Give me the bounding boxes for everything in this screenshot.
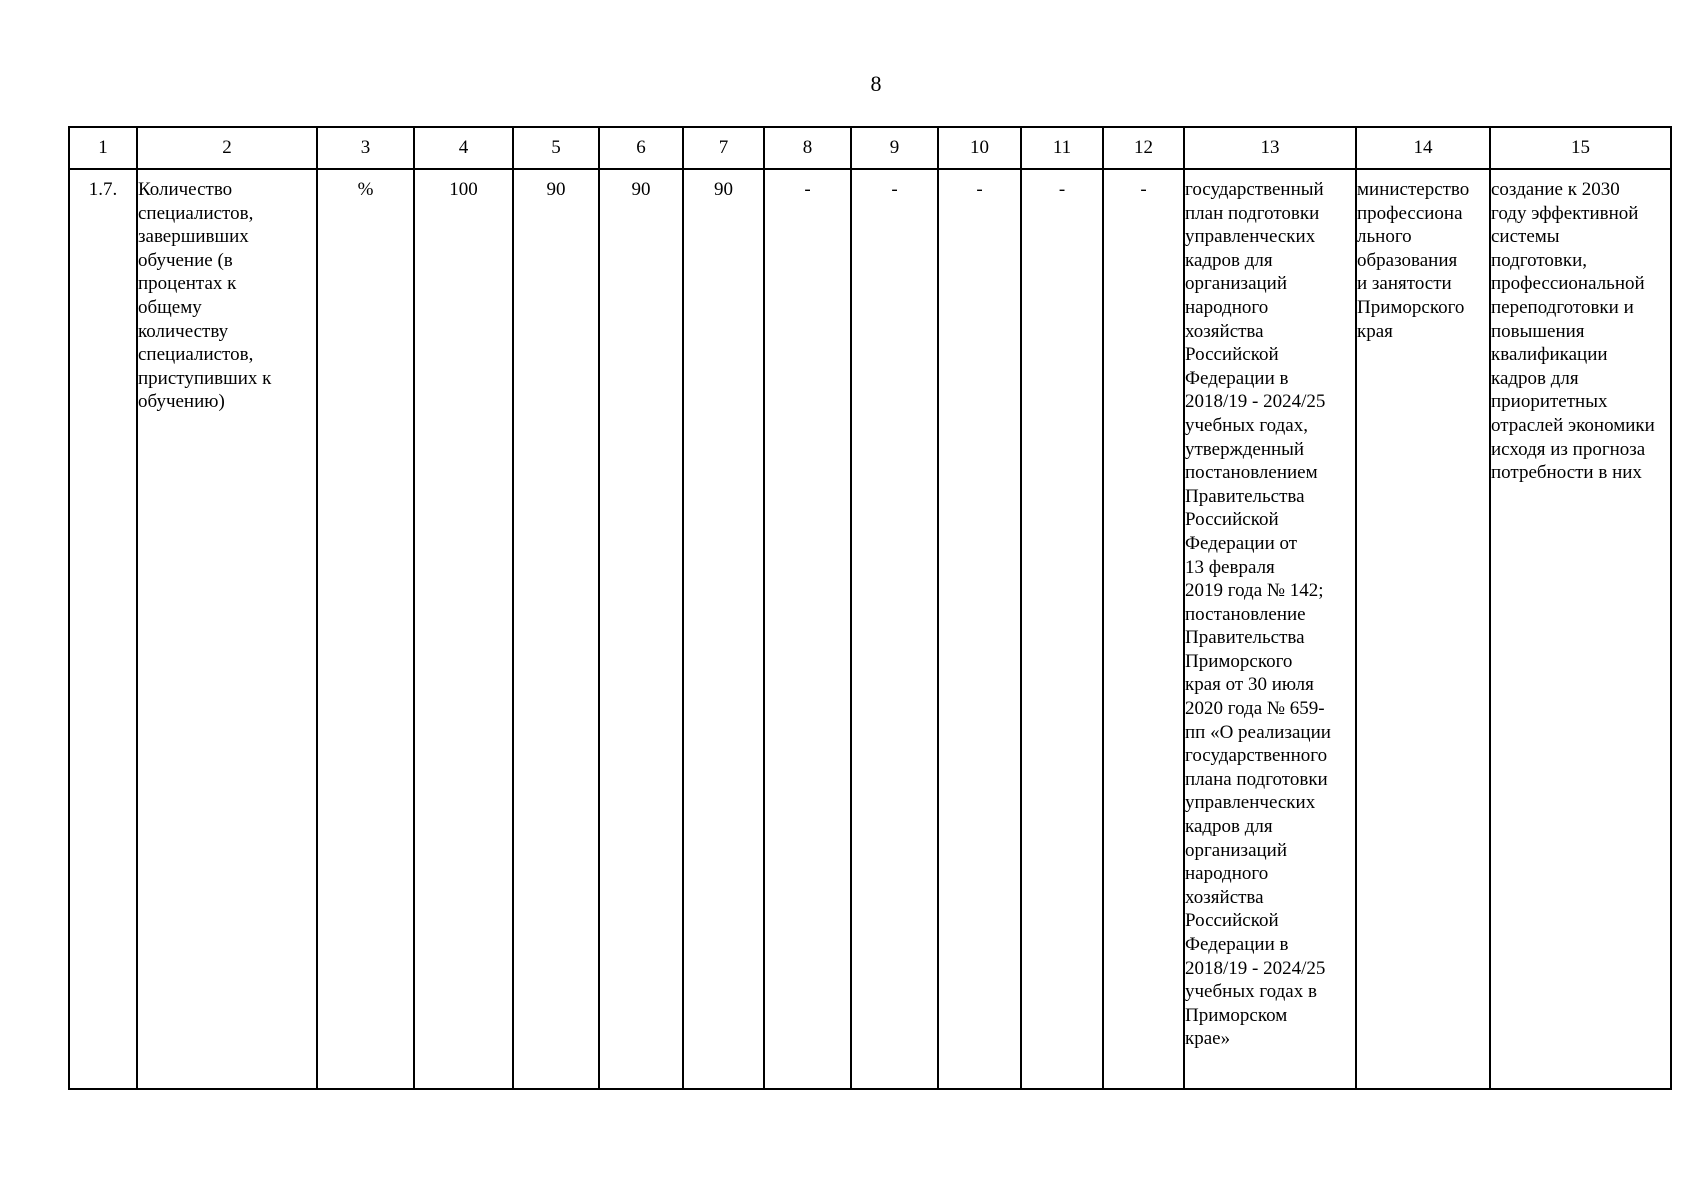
value-cell: 100 (414, 169, 513, 1089)
indicator-name-cell (137, 169, 317, 1089)
value-cell: - (1021, 169, 1103, 1089)
column-header: 9 (851, 127, 938, 169)
column-header: 1 (69, 127, 137, 169)
value-cell: 90 (599, 169, 683, 1089)
goal-text: создание к 2030 году эффективной системы подготовки, профессиональной переподготовки и повышения квалификации кадров для приоритетных отраслей экономики исходя из прогноза потребности в них (1491, 179, 1655, 484)
responsible-text: министерство профессиона льного образования и занятости Приморского края (1357, 179, 1470, 342)
column-header: 8 (764, 127, 851, 169)
page-number: 8 (870, 71, 882, 96)
column-header: 6 (599, 127, 683, 169)
indicator-name: Количество специалистов, завершивших обучение (в процентах к общему количеству специалистов, приступивших к обучению) (138, 179, 272, 413)
value-cell: 90 (513, 169, 599, 1089)
document-text: государственный план подготовки управленческих кадров для организаций народного хозяйства Российской Федерации в 2018/19 - 2024/25 учебных годах, утвержденный постановлением Правительства Российской Федерации от 13 февраля 2019 года № 142; постановление Правительства Приморского края от 30 июля 2020 года № 659- пп «О реализации государственного плана подготовки управленческих кадров для организаций народного хозяйства Российской Федерации в 2018/19 - 2024/25 учебных годах в Приморском крае» (1185, 179, 1331, 1050)
indicators-table (68, 126, 1672, 1090)
column-header: 11 (1021, 127, 1103, 169)
column-header: 14 (1356, 127, 1490, 169)
value-cell: 90 (683, 169, 764, 1089)
column-header: 4 (414, 127, 513, 169)
document-cell (1184, 169, 1356, 1089)
responsible-cell (1356, 169, 1490, 1089)
unit-cell: % (317, 169, 414, 1089)
value-cell: - (851, 169, 938, 1089)
header-row (69, 127, 1671, 169)
column-header: 13 (1184, 127, 1356, 169)
column-header: 12 (1103, 127, 1184, 169)
column-header: 15 (1490, 127, 1671, 169)
value-cell: - (764, 169, 851, 1089)
goal-cell (1490, 169, 1671, 1089)
value-cell: - (938, 169, 1021, 1089)
column-header: 5 (513, 127, 599, 169)
table-row (69, 169, 1671, 1089)
column-header: 3 (317, 127, 414, 169)
row-number: 1.7. (69, 169, 137, 1089)
value-cell: - (1103, 169, 1184, 1089)
column-header: 10 (938, 127, 1021, 169)
column-header: 2 (137, 127, 317, 169)
column-header: 7 (683, 127, 764, 169)
